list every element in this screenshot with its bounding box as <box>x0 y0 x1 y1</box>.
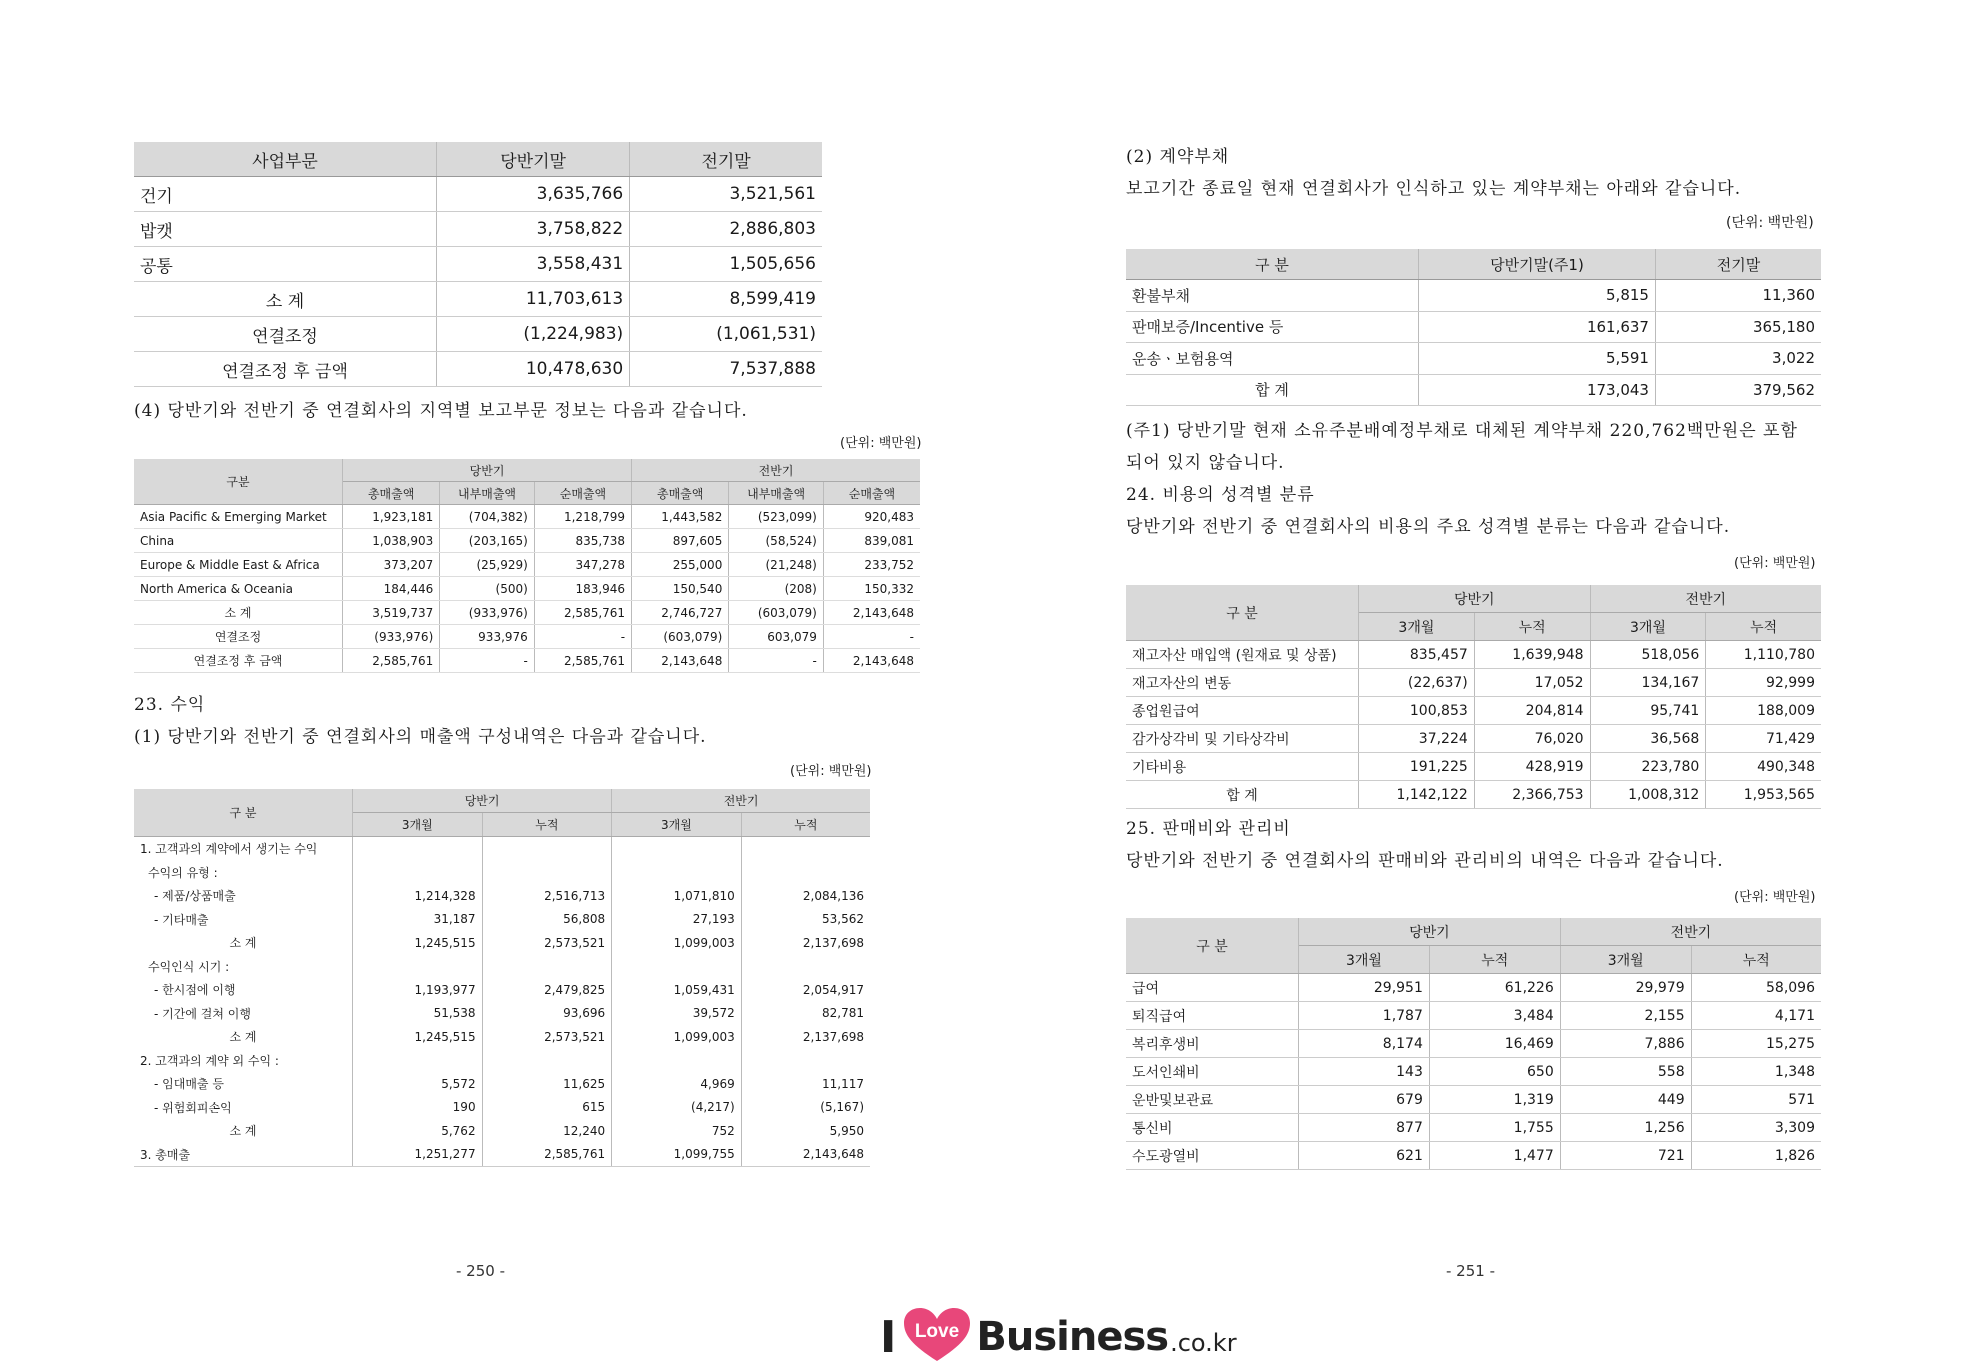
table-row: - 기타매출 31,187 56,808 27,193 53,562 <box>134 908 870 932</box>
segment-assets-table <box>134 142 822 387</box>
expenses-by-nature-table <box>1126 585 1821 809</box>
table-header: 총매출액 <box>343 482 440 505</box>
table-header: 구 분 <box>134 789 353 837</box>
table-header: 당반기 <box>1299 918 1561 946</box>
table-header: 3개월 <box>1299 946 1430 974</box>
revenue-table <box>134 789 870 1167</box>
table-row: 소 계 1,245,515 2,573,521 1,099,003 2,137,698 <box>134 1025 870 1049</box>
table-row: 판매보증/Incentive 등 161,637 365,180 <box>1126 311 1821 343</box>
table-row: 퇴직급여 1,787 3,484 2,155 4,171 <box>1126 1002 1821 1030</box>
heart-icon <box>902 1307 972 1367</box>
table-row: 감가상각비 및 기타상각비 37,224 76,020 36,568 71,429 <box>1126 725 1821 753</box>
table-header: 내부매출액 <box>440 482 535 505</box>
table-row: 연결조정 (1,224,983) (1,061,531) <box>134 317 822 352</box>
table-header: 누적 <box>1474 613 1590 641</box>
table-header: 당반기 <box>353 789 612 813</box>
logo-letter-i: I <box>880 1311 897 1363</box>
table-row: Europe & Middle East & Africa 373,207 (25,929) 347,278 255,000 (21,248) 233,752 <box>134 553 920 577</box>
table-row: 통신비 877 1,755 1,256 3,309 <box>1126 1114 1821 1142</box>
table-header: 3개월 <box>1359 613 1475 641</box>
table-header: 전반기 <box>632 459 920 482</box>
table-row: 환불부채 5,815 11,360 <box>1126 280 1821 312</box>
page-number-left: - 250 - <box>456 1262 505 1280</box>
table-header: 순매출액 <box>534 482 631 505</box>
table-row: 소 계 5,762 12,240 752 5,950 <box>134 1119 870 1143</box>
table-header: 전기말 <box>1655 249 1821 280</box>
table-header: 3개월 <box>1560 946 1691 974</box>
table-header: 3개월 <box>353 813 483 837</box>
table-header: 누적 <box>1429 946 1560 974</box>
table-row: 소 계 11,703,613 8,599,419 <box>134 282 822 317</box>
table-header: 3개월 <box>612 813 742 837</box>
section-heading-25: 25. 판매비와 관리비 <box>1126 819 1291 839</box>
section-heading-24: 24. 비용의 성격별 분류 <box>1126 485 1315 505</box>
table-row: Asia Pacific & Emerging Market 1,923,181 (704,382) 1,218,799 1,443,582 (523,099) 920,483 <box>134 505 920 529</box>
table-row: 수익인식 시기 : <box>134 955 870 979</box>
table-row: 3. 총매출 1,251,277 2,585,761 1,099,755 2,143,648 <box>134 1143 870 1167</box>
footnote-1-line1: (주1) 당반기말 현재 소유주분배예정부채로 대체된 계약부채 220,762백만원은 포함 <box>1126 421 1798 441</box>
table-header: 구 분 <box>1126 918 1299 974</box>
table-header: 누적 <box>482 813 612 837</box>
unit-label: (단위: 백만원) <box>840 436 922 451</box>
table-header: 당반기 <box>1359 585 1591 613</box>
table-row: 도서인쇄비 143 650 558 1,348 <box>1126 1058 1821 1086</box>
table-row: 종업원급여 100,853 204,814 95,741 188,009 <box>1126 697 1821 725</box>
table-row: 밥캣 3,758,822 2,886,803 <box>134 212 822 247</box>
table-row: 소 계 3,519,737 (933,976) 2,585,761 2,746,727 (603,079) 2,143,648 <box>134 601 920 625</box>
table-header: 전반기 <box>612 789 870 813</box>
table-row: 2. 고객과의 계약 외 수익 : <box>134 1049 870 1073</box>
unit-label: (단위: 백만원) <box>1734 890 1816 905</box>
table-row: 공통 3,558,431 1,505,656 <box>134 247 822 282</box>
table-header: 총매출액 <box>632 482 729 505</box>
paragraph-4: (4) 당반기와 전반기 중 연결회사의 지역별 보고부문 정보는 다음과 같습니다. <box>134 401 748 421</box>
table-row: 복리후생비 8,174 16,469 7,886 15,275 <box>1126 1030 1821 1058</box>
contract-liabilities-table <box>1126 249 1821 406</box>
table-row: 소 계 1,245,515 2,573,521 1,099,003 2,137,698 <box>134 931 870 955</box>
table-row: 기타비용 191,225 428,919 223,780 490,348 <box>1126 753 1821 781</box>
unit-label: (단위: 백만원) <box>1726 215 1814 231</box>
table-header: 누적 <box>1706 613 1821 641</box>
logo-domain-text: .co.kr <box>1170 1329 1237 1357</box>
unit-label: (단위: 백만원) <box>790 764 872 779</box>
table-row: 건기 3,635,766 3,521,561 <box>134 177 822 212</box>
paragraph-24: 당반기와 전반기 중 연결회사의 비용의 주요 성격별 분류는 다음과 같습니다. <box>1126 517 1731 537</box>
table-row: 재고자산의 변동 (22,637) 17,052 134,167 92,999 <box>1126 669 1821 697</box>
table-header: 당반기말(주1) <box>1419 249 1656 280</box>
table-header: 전기말 <box>630 142 822 177</box>
table-header: 당반기말 <box>437 142 630 177</box>
table-row: 수익의 유형 : <box>134 861 870 885</box>
footnote-1-line2: 되어 있지 않습니다. <box>1126 453 1285 473</box>
table-row: 합 계 173,043 379,562 <box>1126 374 1821 406</box>
site-logo[interactable] <box>880 1312 1237 1362</box>
logo-business-text: Business <box>976 1314 1169 1360</box>
table-header: 구 분 <box>1126 585 1359 641</box>
sga-expenses-table <box>1126 918 1821 1170</box>
logo-love-text: Love <box>915 1321 960 1342</box>
table-header: 구 분 <box>1126 249 1419 280</box>
table-row: 급여 29,951 61,226 29,979 58,096 <box>1126 974 1821 1002</box>
table-header: 3개월 <box>1590 613 1706 641</box>
section-heading-2: (2) 계약부채 <box>1126 147 1230 167</box>
table-header: 전반기 <box>1590 585 1821 613</box>
table-row: 1. 고객과의 계약에서 생기는 수익 <box>134 837 870 861</box>
table-row: 재고자산 매입액 (원재료 및 상품) 835,457 1,639,948 518,056 1,110,780 <box>1126 641 1821 669</box>
table-row: 합 계 1,142,122 2,366,753 1,008,312 1,953,565 <box>1126 781 1821 809</box>
table-row: 운반및보관료 679 1,319 449 571 <box>1126 1086 1821 1114</box>
table-row: North America & Oceania 184,446 (500) 183,946 150,540 (208) 150,332 <box>134 577 920 601</box>
table-header: 구분 <box>134 459 343 505</box>
table-row: 연결조정 후 금액 2,585,761 - 2,585,761 2,143,648 - 2,143,648 <box>134 649 920 673</box>
table-row: China 1,038,903 (203,165) 835,738 897,605 (58,524) 839,081 <box>134 529 920 553</box>
table-row: - 임대매출 등 5,572 11,625 4,969 11,117 <box>134 1072 870 1096</box>
table-row: - 위험회피손익 190 615 (4,217) (5,167) <box>134 1096 870 1120</box>
table-header: 순매출액 <box>823 482 920 505</box>
table-row: 운송ㆍ보험용역 5,591 3,022 <box>1126 343 1821 375</box>
paragraph-2: 보고기간 종료일 현재 연결회사가 인식하고 있는 계약부채는 아래와 같습니다. <box>1126 179 1742 199</box>
table-header: 당반기 <box>343 459 632 482</box>
unit-label: (단위: 백만원) <box>1734 556 1816 571</box>
table-row: - 한시점에 이행 1,193,977 2,479,825 1,059,431 2,054,917 <box>134 978 870 1002</box>
table-row: - 기간에 걸쳐 이행 51,538 93,696 39,572 82,781 <box>134 1002 870 1026</box>
table-row: 연결조정 (933,976) 933,976 - (603,079) 603,079 - <box>134 625 920 649</box>
table-header: 내부매출액 <box>729 482 824 505</box>
paragraph-23-1: (1) 당반기와 전반기 중 연결회사의 매출액 구성내역은 다음과 같습니다. <box>134 727 707 747</box>
table-row: 연결조정 후 금액 10,478,630 7,537,888 <box>134 352 822 387</box>
paragraph-25: 당반기와 전반기 중 연결회사의 판매비와 관리비의 내역은 다음과 같습니다. <box>1126 851 1724 871</box>
section-heading-23: 23. 수익 <box>134 695 206 715</box>
table-header: 전반기 <box>1560 918 1821 946</box>
regional-segment-table <box>134 459 920 673</box>
table-header: 사업부문 <box>134 142 437 177</box>
page-number-right: - 251 - <box>1446 1262 1495 1280</box>
table-row: 수도광열비 621 1,477 721 1,826 <box>1126 1142 1821 1170</box>
table-row: - 제품/상품매출 1,214,328 2,516,713 1,071,810 2,084,136 <box>134 884 870 908</box>
table-header: 누적 <box>1691 946 1821 974</box>
table-header: 누적 <box>741 813 870 837</box>
